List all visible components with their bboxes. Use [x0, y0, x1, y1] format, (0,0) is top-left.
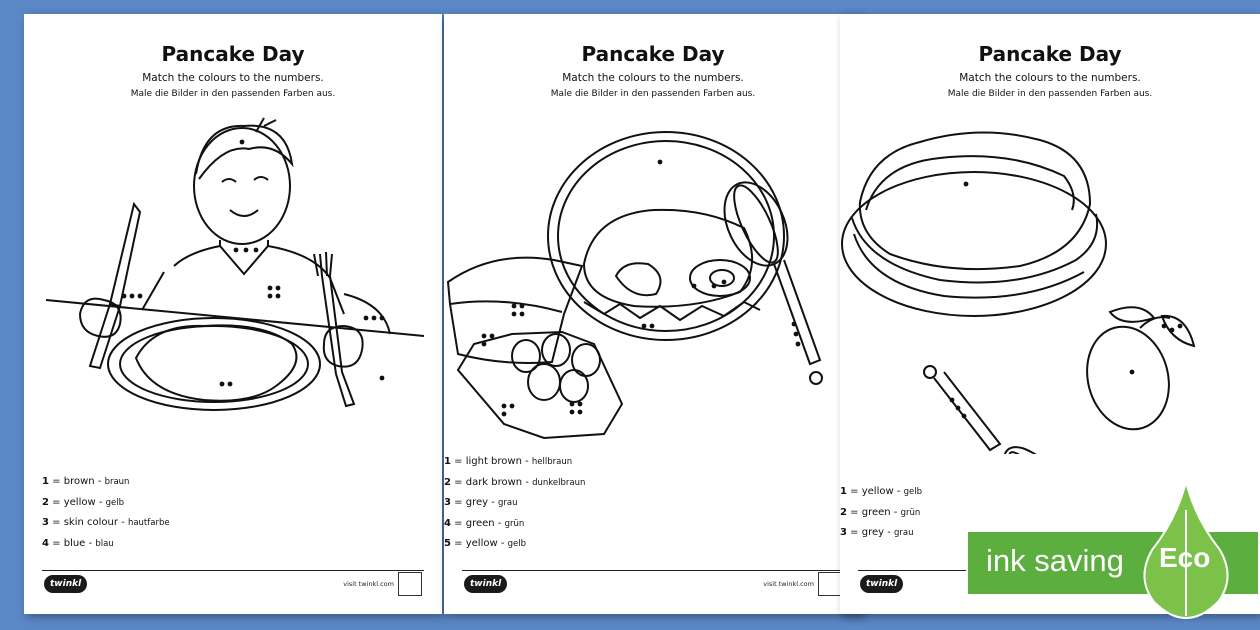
- worksheet-page-2: [444, 14, 862, 614]
- key-row: 1 = light brown - hellbraun: [444, 456, 573, 467]
- key-number: 2: [840, 506, 847, 518]
- key-colour-de: hellbraun: [531, 457, 573, 467]
- key-number: 3: [840, 527, 847, 538]
- key-colour-de: braun: [104, 477, 130, 487]
- key-colour-en: green: [861, 506, 891, 518]
- key-row: 1 = brown - braun: [42, 476, 130, 487]
- boy-eating-pancake-illustration: [24, 14, 442, 454]
- key-row: 3 = grey - grau: [444, 497, 518, 508]
- key-number: 2: [444, 476, 451, 488]
- key-colour-en: light brown: [465, 456, 522, 467]
- colour-key: [444, 456, 585, 559]
- key-colour-de: dunkelbraun: [532, 477, 586, 488]
- key-row: 1 = yellow - gelb: [840, 486, 923, 497]
- visit-link: visit twinkl.com: [343, 580, 394, 588]
- key-colour-de: hautfarbe: [127, 518, 170, 528]
- key-colour-de: blau: [95, 538, 114, 549]
- key-colour-de: grün: [504, 518, 525, 529]
- key-colour-en: grey: [861, 527, 885, 538]
- key-number: 1: [840, 486, 847, 497]
- key-colour-en: brown: [63, 476, 95, 487]
- key-colour-de: gelb: [507, 539, 527, 549]
- instruction-english: Match the colours to the numbers.: [959, 72, 1141, 84]
- key-row: 3 = skin colour - hautfarbe: [42, 517, 170, 528]
- key-number: 4: [444, 517, 451, 529]
- key-row: 2 = yellow - gelb: [42, 496, 125, 508]
- key-row: 2 = green - grün: [840, 506, 921, 518]
- instruction-english: Match the colours to the numbers.: [142, 72, 324, 84]
- key-colour-de: gelb: [903, 487, 923, 497]
- worksheet-title: Pancake Day: [581, 42, 725, 66]
- footer-divider: [42, 570, 424, 571]
- key-number: 3: [42, 517, 49, 528]
- key-number: 4: [42, 537, 49, 549]
- key-colour-en: dark brown: [465, 476, 523, 488]
- worksheet-title: Pancake Day: [978, 42, 1122, 66]
- worksheet-page-1: [24, 14, 442, 614]
- twinkl-logo: twinkl: [464, 575, 507, 593]
- instruction-german: Male die Bilder in den passenden Farben aus.: [550, 89, 756, 99]
- quality-badge-icon: [398, 572, 422, 596]
- bowl-eggs-flour-illustration: [444, 14, 862, 454]
- instruction-english: Match the colours to the numbers.: [562, 72, 744, 84]
- twinkl-logo: twinkl: [860, 575, 903, 593]
- key-row: 4 = green - grün: [444, 517, 525, 529]
- key-colour-en: yellow: [861, 486, 894, 497]
- key-colour-de: grün: [900, 507, 921, 518]
- visit-link: visit twinkl.com: [763, 580, 814, 588]
- key-colour-en: green: [465, 517, 495, 529]
- key-row: 2 = dark brown - dunkelbraun: [444, 476, 586, 488]
- key-row: 5 = yellow - gelb: [444, 538, 527, 549]
- colour-key: [840, 486, 922, 548]
- key-number: 2: [42, 496, 49, 508]
- key-colour-en: yellow: [465, 538, 498, 549]
- key-number: 1: [42, 476, 49, 487]
- key-number: 1: [444, 456, 451, 467]
- key-number: 5: [444, 538, 451, 549]
- eco-badge-label: Eco: [1159, 542, 1211, 573]
- key-row: 4 = blue - blau: [42, 537, 114, 549]
- instruction-german: Male die Bilder in den passenden Farben aus.: [947, 89, 1153, 99]
- pancake-stack-lemon-whisk-illustration: [840, 14, 1260, 454]
- twinkl-logo: twinkl: [44, 575, 87, 593]
- key-colour-de: gelb: [105, 497, 125, 508]
- quality-badge-icon: [818, 572, 842, 596]
- key-colour-en: skin colour: [63, 517, 118, 528]
- key-number: 3: [444, 497, 451, 508]
- key-row: 3 = grey - grau: [840, 527, 914, 538]
- key-colour-de: grau: [894, 528, 914, 538]
- ink-saving-label: ink saving: [986, 543, 1124, 578]
- footer-divider: [462, 570, 844, 571]
- key-colour-en: yellow: [63, 496, 96, 508]
- key-colour-en: blue: [63, 537, 86, 549]
- key-colour-de: grau: [498, 498, 518, 508]
- instruction-german: Male die Bilder in den passenden Farben aus.: [130, 89, 336, 99]
- worksheet-title: Pancake Day: [161, 42, 305, 66]
- key-colour-en: grey: [465, 497, 489, 508]
- colour-key: [42, 476, 170, 558]
